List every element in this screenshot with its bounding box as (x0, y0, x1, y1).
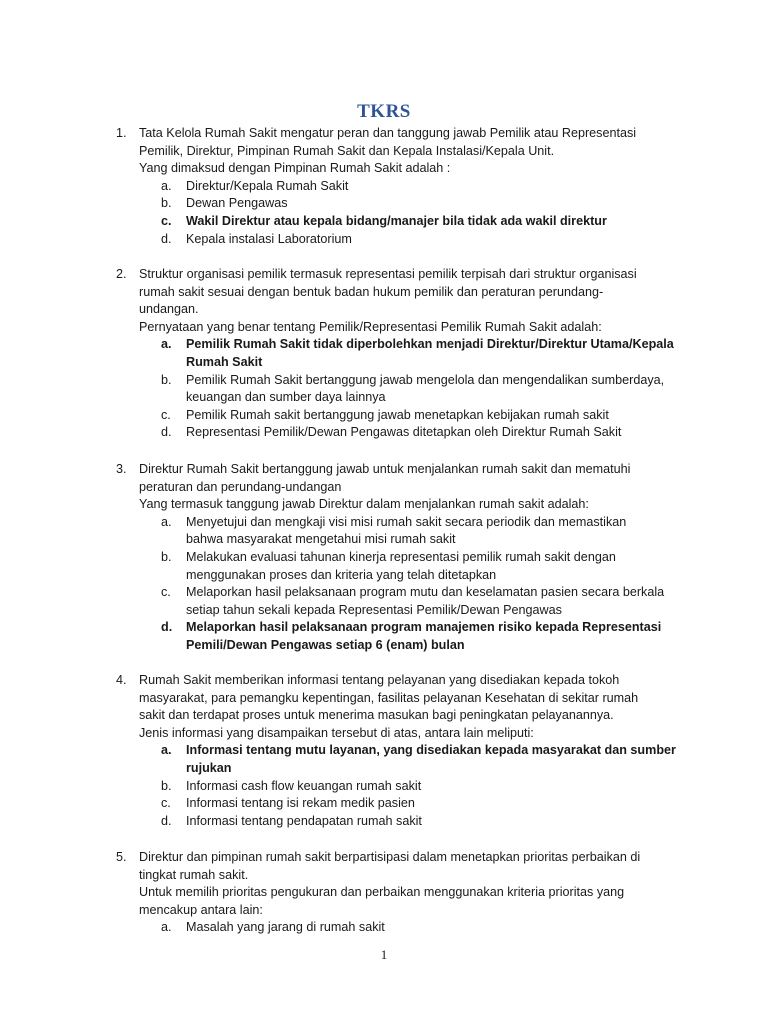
option-letter: b. (161, 778, 172, 793)
option-text: Pemilik Rumah Sakit bertanggung jawab mengelola dan mengendalikan sumberdaya, (186, 372, 665, 387)
option-letter: a. (161, 178, 172, 193)
option-letter: a. (161, 743, 172, 758)
option-text: Informasi tentang isi rekam medik pasien (186, 796, 415, 811)
option-text: Melaporkan hasil pelaksanaan program manajemen risiko kepada Representasi (186, 620, 662, 635)
option-letter: d. (161, 813, 172, 828)
question-text: Pemilik, Direktur, Pimpinan Rumah Sakit dan Kepala Instalasi/Kepala Unit. (139, 143, 555, 158)
option-c (0, 407, 768, 425)
question-text: peraturan dan perundang-undangan (139, 479, 342, 494)
option-letter: b. (161, 549, 172, 564)
option-text: Melaporkan hasil pelaksanaan program mutu dan keselamatan pasien secara berkala (186, 585, 665, 600)
question-text: Jenis informasi yang disampaikan tersebut di atas, antara lain meliputi: (139, 725, 534, 740)
page-number: 1 (380, 947, 388, 962)
option-b (0, 372, 768, 390)
question-number: 3. (116, 462, 127, 476)
option-text: Informasi tentang mutu layanan, yang disediakan kepada masyarakat dan sumber (186, 743, 676, 758)
question-text: sakit dan terdapat proses untuk menerima masukan bagi peningkatan pelayanannya. (139, 708, 614, 723)
question-5 (0, 849, 768, 937)
question-text: Pernyataan yang benar tentang Pemilik/Representasi Pemilik Rumah Sakit adalah: (139, 319, 602, 334)
option-b (0, 549, 768, 567)
question-text: Yang dimaksud dengan Pimpinan Rumah Sakit adalah : (139, 161, 451, 176)
question-number: 4. (116, 673, 127, 687)
option-letter: d. (161, 231, 172, 246)
option-letter: b. (161, 196, 172, 211)
question-4 (0, 672, 768, 830)
question-number: 5. (116, 850, 127, 864)
option-letter: a. (161, 514, 172, 529)
option-text: keuangan dan sumber daya lainnya (186, 390, 386, 405)
option-d (0, 813, 768, 831)
question-text: undangan. (139, 302, 199, 317)
question-text: Yang termasuk tanggung jawab Direktur dalam menjalankan rumah sakit adalah: (139, 497, 589, 512)
question-text: tingkat rumah sakit. (139, 867, 249, 882)
option-letter: c. (161, 796, 171, 811)
question-text: masyarakat, para pemangku kepentingan, fasilitas pelayanan Kesehatan di sekitar rumah (139, 690, 639, 705)
question-text: Rumah Sakit memberikan informasi tentang pelayanan yang disediakan kepada tokoh (139, 673, 620, 687)
option-a-answer (0, 742, 768, 760)
option-text: Representasi Pemilik/Dewan Pengawas ditetapkan oleh Direktur Rumah Sakit (186, 425, 622, 440)
option-c (0, 584, 768, 602)
option-text: Direktur/Kepala Rumah Sakit (186, 178, 349, 193)
question-2 (0, 266, 768, 442)
option-a-answer (0, 336, 768, 354)
option-letter: d. (161, 620, 173, 635)
question-text: Struktur organisasi pemilik termasuk representasi pemilik terpisah dari struktur organisasi (139, 267, 637, 281)
page-title: TKRS (357, 101, 411, 122)
option-text: Menyetujui dan mengkaji visi misi rumah sakit secara periodik dan memastikan (186, 514, 627, 529)
option-letter: a. (161, 920, 172, 935)
question-text: Direktur Rumah Sakit bertanggung jawab untuk menjalankan rumah sakit dan mematuhi (139, 462, 631, 476)
option-text: Masalah yang jarang di rumah sakit (186, 920, 385, 935)
option-text: Pemilik Rumah sakit bertanggung jawab menetapkan kebijakan rumah sakit (186, 407, 609, 422)
option-text: Pemili/Dewan Pengawas setiap 6 (enam) bulan (186, 637, 465, 652)
option-text: Informasi cash flow keuangan rumah sakit (186, 778, 422, 793)
option-text: menggunakan proses dan kriteria yang telah ditetapkan (186, 567, 497, 582)
option-text: Kepala instalasi Laboratorium (186, 231, 352, 246)
option-text: bahwa masyarakat mengetahui misi rumah sakit (186, 532, 456, 547)
question-text: rumah sakit sesuai dengan bentuk badan hukum pemilik dan peraturan perundang- (139, 284, 604, 299)
option-letter: c. (161, 585, 171, 600)
option-letter: c. (161, 407, 171, 422)
option-text: Rumah Sakit (186, 354, 263, 369)
option-d (0, 424, 768, 442)
question-text: Direktur dan pimpinan rumah sakit berpartisipasi dalam menetapkan prioritas perbaikan di (139, 850, 641, 864)
question-3 (0, 461, 768, 655)
option-text: rujukan (186, 760, 232, 775)
option-b (0, 195, 768, 213)
question-text: Tata Kelola Rumah Sakit mengatur peran dan tanggung jawab Pemilik atau Representasi (139, 126, 637, 140)
question-number: 1. (116, 126, 127, 140)
question-text: mencakup antara lain: (139, 902, 263, 917)
option-d (0, 231, 768, 249)
option-c-answer (0, 213, 768, 231)
option-text: Dewan Pengawas (186, 196, 288, 211)
option-letter: b. (161, 372, 172, 387)
option-letter: a. (161, 337, 172, 352)
option-text: Melakukan evaluasi tahunan kinerja representasi pemilik rumah sakit dengan (186, 549, 616, 564)
question-number: 2. (116, 267, 127, 281)
option-text: Wakil Direktur atau kepala bidang/manajer bila tidak ada wakil direktur (186, 213, 607, 228)
option-d-answer (0, 619, 768, 637)
option-letter: d. (161, 425, 172, 440)
option-letter: c. (161, 213, 172, 228)
option-a (0, 178, 768, 196)
option-text: Pemilik Rumah Sakit tidak diperbolehkan menjadi Direktur/Direktur Utama/Kepala (186, 337, 674, 352)
option-a (0, 514, 768, 532)
question-text: Untuk memilih prioritas pengukuran dan perbaikan menggunakan kriteria prioritas yang (139, 885, 625, 900)
option-a (0, 919, 768, 937)
option-b (0, 778, 768, 796)
option-text: setiap tahun sekali kepada Representasi Pemilik/Dewan Pengawas (186, 602, 562, 617)
option-text: Informasi tentang pendapatan rumah sakit (186, 813, 422, 828)
option-c (0, 795, 768, 813)
question-1 (0, 125, 768, 248)
